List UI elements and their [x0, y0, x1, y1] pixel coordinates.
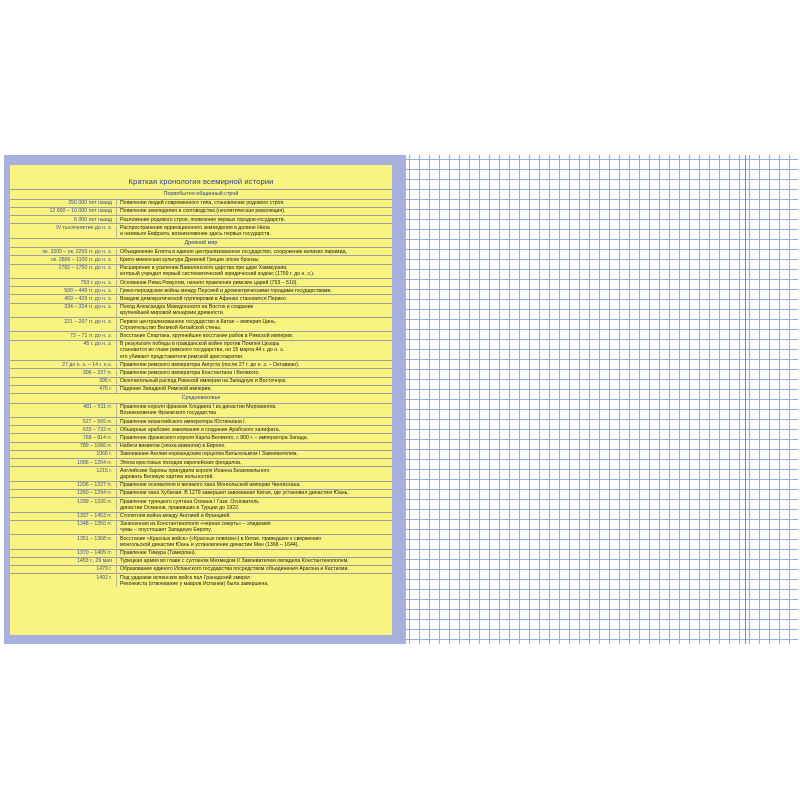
- event-date: 1260 – 1294 гг.: [77, 490, 112, 497]
- chronology-table: [10, 189, 392, 588]
- chronology-row: [10, 385, 392, 393]
- chronology-row: [10, 425, 392, 433]
- chronology-row: [10, 442, 392, 450]
- event-description: Распространение ирригационного земледелия в долине Нила и низовьях Евфрата, возникновение здесь первых государств.: [116, 225, 392, 237]
- event-date: 395 г.: [99, 378, 112, 385]
- chronology-row: [10, 481, 392, 489]
- event-date: 1066 г.: [96, 451, 112, 458]
- chronology-row: [10, 331, 392, 339]
- event-description: Правление римского императора Константина I Великого.: [116, 370, 392, 376]
- event-date: 6 000 лет назад: [74, 216, 112, 223]
- event-description: Поход Александра Македонского на Восток и создание крупнейшей мировой монархии древности.: [116, 304, 392, 316]
- event-date: 768 – 814 гг.: [82, 434, 112, 441]
- section-heading: Первобытно-общинный строй: [10, 189, 392, 199]
- event-description: Вождем демократической группировки в Афинах становится Перикл.: [116, 296, 392, 302]
- event-description: Правление короля франков Хлодвига I из династии Меровингов. Возникновение Франкского государства: [116, 404, 392, 416]
- event-description: Турецкая армия во главе с султаном Мехмедом II Завоевателем овладела Константинополем.: [116, 558, 392, 564]
- event-date: 476 г.: [99, 386, 112, 393]
- event-description: Набеги викингов (эпоха викингов) в Европе.: [116, 443, 392, 449]
- event-date: 459 – 429 гг. до н. э.: [64, 295, 112, 302]
- chronology-row: [10, 512, 392, 520]
- margin-line: [745, 155, 746, 644]
- event-date: 27 до н. э. – 14 г. н.э.: [62, 361, 112, 368]
- event-description: Образование единого Испанского государства посредством объединения Арагона и Кастилии.: [116, 566, 392, 572]
- chronology-row: [10, 286, 392, 294]
- chronology-row: [10, 294, 392, 302]
- event-date: 1206 – 1227 гг.: [77, 482, 112, 489]
- event-description: Объединение Египта в единое централизованное государство, сооружение великих пирамид.: [116, 249, 392, 255]
- event-date: 1492 г.: [96, 574, 112, 581]
- event-description: Правление византийского императора Юстиниана I.: [116, 419, 392, 425]
- chronology-row: [10, 458, 392, 466]
- event-date: 1479 г.: [96, 566, 112, 573]
- chronology-row: [10, 520, 392, 534]
- event-description: Правление турецкого султана Османа I Гази. Основатель династии Османов, правивших в Турции до 1922.: [116, 499, 392, 511]
- event-date: 1370 – 1405 гг.: [77, 550, 112, 557]
- chronology-row: [10, 557, 392, 565]
- page-title: Краткая хронология всемирной истории: [128, 177, 274, 186]
- event-date: 45 г. до н. э.: [83, 341, 112, 348]
- event-date: 221 – 207 гг. до н. э.: [64, 318, 112, 325]
- event-description: Правление Тимура (Тамерлан).: [116, 550, 392, 556]
- event-description: Падение Западной Римской империи.: [116, 386, 392, 392]
- grid-page: [406, 155, 798, 644]
- event-description: В результате победы в гражданской войне против Помпея Цезарь становится во главе римского государства, но 15 марта 44 г. до н. э. его убивают представители римской аристократии.: [116, 341, 392, 360]
- chronology-row: [10, 497, 392, 511]
- event-description: Английские бароны принудили короля Иоанна Безземельного даровать Великую хартию вольностей.: [116, 468, 392, 480]
- event-date: 481 – 511 гг.: [83, 404, 112, 411]
- event-date: 334 – 324 гг. до н. э.: [64, 304, 112, 311]
- chronology-row: [10, 247, 392, 255]
- event-date: 753 г. до н. э.: [80, 279, 112, 286]
- section-heading: Древний мир: [10, 238, 392, 248]
- chronology-row: [10, 264, 392, 278]
- chronology-row: [10, 403, 392, 417]
- event-date: 1299 – 1326 гг.: [77, 498, 112, 505]
- chronology-row: [10, 450, 392, 458]
- chronology-row: [10, 377, 392, 385]
- event-description: Появление земледелия и скотоводства (неолитическая революция).: [116, 208, 392, 214]
- event-description: Правление римского императора Августа (после 27 г. до н. э. – Октавиан).: [116, 362, 392, 368]
- event-description: Расширение и усиление Вавилонского царства при царе Хаммурапи, который учредил первый систематический юридический кодекс (1759 г. до н. э.).: [116, 265, 392, 277]
- event-date: 527 – 565 гг.: [82, 418, 112, 425]
- event-description: Эпоха крестовых походов европейских феодалов.: [116, 460, 392, 466]
- event-description: Обширные арабские завоевания и создание Арабского халифата.: [116, 427, 392, 433]
- event-date: 1096 – 1204 гг.: [77, 459, 112, 466]
- event-date: 73 – 71 гг. до н. э.: [70, 332, 112, 339]
- event-description: Завоевание Англии нормандским герцогом Вильгельмом I Завоевателем.: [116, 451, 392, 457]
- event-description: Занесенная из Константинополя «черная смерть» – эпидемия чумы – опустошает Западную Европу.: [116, 521, 392, 533]
- chronology-row: [10, 549, 392, 557]
- chronology-row: [10, 466, 392, 480]
- chronology-row: [10, 534, 392, 548]
- event-date: 1453 г., 29 мая: [76, 558, 112, 565]
- event-date: 1215 г.: [96, 467, 112, 474]
- event-description: Правление основателя и великого хана Монгольской империи Чингисхана.: [116, 482, 392, 488]
- section-heading: Средневековье: [10, 393, 392, 403]
- event-date: 1792 – 1750 гг. до н. э.: [58, 265, 112, 272]
- event-description: Греко-персидские войны между Персией и древнегреческими городами-государствами.: [116, 288, 392, 294]
- event-description: Восстание «Красных войск» («Красных повязок») в Китае, приведшее к свержению монгольской династии Юань и установление династии Мин (1368 – 1644).: [116, 536, 392, 548]
- event-date: ок. 2800 – 1100 гг. до н. э.: [50, 256, 112, 263]
- chronology-row: [10, 215, 392, 223]
- event-date: IV тысячелетие до н. э.: [56, 224, 112, 231]
- event-description: Столетняя война между Англией и Францией.: [116, 513, 392, 519]
- event-description: Правление хана Хубилая. В 1279 завершил завоевание Китая, где установил династию Юань.: [116, 490, 392, 496]
- event-description: Крито-микенская культура Древней Греции эпохи бронзы.: [116, 257, 392, 263]
- event-description: Первое централизованное государство в Китае – империя Цинь. Строительство Великой Китайской стены.: [116, 319, 392, 331]
- chronology-row: [10, 223, 392, 237]
- event-date: 1351 – 1368 гг.: [77, 535, 112, 542]
- chronology-row: [10, 303, 392, 317]
- chronology-row: [10, 573, 392, 587]
- chronology-row: [10, 340, 392, 361]
- chronology-row: [10, 433, 392, 441]
- event-description: Основание Рима Ромулом, начало правления римских царей (753 – 510).: [116, 280, 392, 286]
- event-description: Появление людей современного типа, становление родового строя.: [116, 200, 392, 206]
- chronology-row: [10, 317, 392, 331]
- event-date: 633 – 732 гг.: [82, 426, 112, 433]
- event-date: 306 – 337 гг.: [82, 369, 112, 376]
- event-date: 500 – 449 гг. до н. э.: [64, 287, 112, 294]
- event-date: 250 000 лет назад: [68, 200, 112, 207]
- event-date: 12 000 – 10 000 лет назад: [49, 208, 112, 215]
- chronology-row: [10, 199, 392, 207]
- event-description: Правление франкского короля Карла Великого, с 800 г. – императора Запада.: [116, 435, 392, 441]
- chronology-row: [10, 368, 392, 376]
- event-date: ок. 3200 – ок. 2250 гг. до н. э.: [42, 248, 112, 255]
- event-description: Под ударами испанских войск пал Гранадский эмират. Реконкиста (отвоевание у мавров Испании) была завершена.: [116, 575, 392, 587]
- event-date: 789 – 1066 гг.: [80, 443, 112, 450]
- event-date: 1337 – 1453 гг.: [77, 513, 112, 519]
- chronology-row: [10, 360, 392, 368]
- chronology-row: [10, 489, 392, 497]
- event-description: Разложение родового строя, появление первых городов-государств.: [116, 217, 392, 223]
- chronology-row: [10, 417, 392, 425]
- chronology-row: [10, 565, 392, 573]
- chronology-row: [10, 207, 392, 215]
- event-description: Окончательный распад Римской империи на Западную и Восточную.: [116, 378, 392, 384]
- chronology-row: [10, 255, 392, 263]
- event-description: Восстание Спартака, крупнейшее восстание рабов в Римской империи.: [116, 333, 392, 339]
- chronology-row: [10, 278, 392, 286]
- event-date: 1348 – 1350 гг.: [77, 521, 112, 528]
